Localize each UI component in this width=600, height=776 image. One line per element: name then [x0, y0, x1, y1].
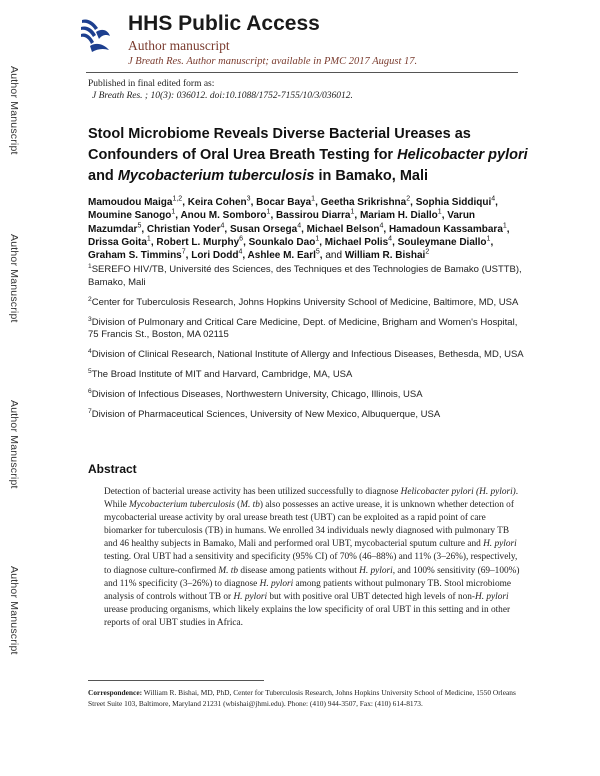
affiliation-text: Division of Pharmaceutical Sciences, University of New Mexico, Albuquerque, USA — [91, 409, 441, 420]
author-affiliation-marker: 7 — [181, 248, 186, 256]
published-citation: J Breath Res. ; 10(3): 036012. doi:10.1088/1752-7155/10/3/036012. — [92, 91, 353, 101]
abstract-italic-term: H. pylori — [483, 539, 517, 550]
abstract-italic-term: H. pylori — [233, 591, 268, 602]
author-manuscript-subtitle: Author manuscript — [128, 38, 230, 53]
abstract-heading: Abstract — [88, 462, 137, 476]
author-name-text: Sophia Siddiqui — [415, 197, 492, 208]
availability-line — [128, 56, 417, 67]
author-affiliation-marker: 4 — [379, 222, 384, 230]
author-name — [230, 224, 301, 235]
author-name — [180, 210, 270, 221]
correspondence-footnote — [88, 688, 528, 709]
abstract-italic-term: M. tb — [240, 500, 260, 511]
affiliation-number: 6 — [88, 387, 92, 395]
author-name — [345, 250, 429, 261]
author-name — [88, 250, 186, 261]
author-name — [256, 197, 315, 208]
author-name — [188, 197, 251, 208]
author-affiliation-marker: 2 — [425, 248, 430, 256]
hhs-public-access-title: HHS Public Access — [128, 12, 320, 35]
affiliation-item — [88, 409, 528, 422]
author-affiliation-marker: 1 — [171, 208, 176, 216]
author-name-text: Varun Mazumdar — [88, 210, 476, 235]
author-affiliation-marker: 1 — [315, 235, 320, 243]
author-name-text: Ashlee M. Earl — [247, 250, 316, 262]
author-and: and — [325, 250, 343, 262]
author-name — [88, 197, 182, 208]
abstract-italic-term: Helicobacter pylori (H. pylori) — [400, 487, 516, 497]
author-name — [156, 237, 243, 248]
author-affiliation-marker: 1 — [311, 195, 316, 203]
author-affiliation-marker: 4 — [238, 248, 243, 256]
abstract-italic-term: Mycobacterium tuberculosis — [129, 500, 235, 511]
abstract-italic-term: H. pylori — [474, 591, 509, 602]
sidebar-author-manuscript-label: Author Manuscript — [8, 400, 20, 489]
author-name — [307, 224, 384, 235]
author-name-text: Anou M. Somboro — [180, 210, 267, 222]
author-affiliation-marker: 4 — [220, 222, 225, 230]
affiliation-text: Division of Clinical Research, National Institute of Allergy and Infectious Diseases, Bethesda, MD, USA — [91, 349, 524, 360]
paper-title — [88, 124, 528, 187]
author-name — [249, 237, 320, 248]
author-name — [416, 197, 495, 208]
author-affiliation-marker: 4 — [388, 235, 393, 243]
author-affiliation-marker: 3 — [246, 195, 251, 203]
author-name-text: Souleymane Diallo — [397, 236, 487, 248]
author-name-text: Hamadoun Kassambara — [388, 223, 503, 235]
author-affiliation-marker: 2 — [406, 195, 411, 203]
author-affiliation-marker: 4 — [297, 222, 302, 230]
author-name-text: Keira Cohen — [187, 197, 247, 208]
author-name-text: Bocar Baya — [256, 197, 312, 208]
affiliation-text: Center for Tuberculosis Research, Johns Hopkins University School of Medicine, Baltimore, MD, USA — [91, 296, 519, 308]
author-name — [248, 250, 320, 261]
affiliations-list — [88, 264, 528, 429]
footnote-divider — [88, 680, 264, 681]
author-name — [191, 250, 242, 261]
hhs-header — [78, 14, 518, 74]
abstract-text: among patients without pulmonary TB. Stool microbiome analysis of controls without TB or — [104, 578, 511, 602]
author-affiliation-marker: 1,2 — [172, 195, 183, 203]
author-affiliation-marker: 1 — [146, 235, 151, 243]
author-name — [321, 197, 411, 208]
abstract-text: , and 100% sensitivity (69–100%) and 11% specificity (3–26%) to diagnose — [104, 565, 520, 589]
affiliation-number: 4 — [88, 347, 92, 355]
author-name-text: Michael Polis — [324, 236, 389, 248]
affiliation-item — [88, 264, 528, 289]
author-name — [398, 237, 491, 248]
sidebar-author-manuscript-label: Author Manuscript — [8, 66, 20, 155]
affiliation-number: 1 — [88, 262, 92, 270]
author-name-text: Susan Orsega — [229, 223, 298, 235]
abstract-text: . While — [104, 487, 519, 511]
author-affiliation-marker: 1 — [502, 222, 507, 230]
author-name — [360, 210, 442, 221]
author-name — [88, 210, 175, 221]
author-name-text: Sounkalo Dao — [248, 236, 316, 248]
author-name-text: Michael Belson — [306, 223, 380, 235]
abstract-body — [104, 486, 522, 630]
title-text: in Bamako, Mali — [314, 168, 429, 184]
author-name — [147, 224, 224, 235]
title-italic-mtb: Mycobacterium tuberculosis — [117, 168, 315, 184]
author-affiliation-marker: 4 — [491, 195, 496, 203]
affiliation-item — [88, 317, 528, 342]
author-name — [389, 224, 507, 235]
author-name — [276, 210, 354, 221]
abstract-text: disease among patients without — [238, 565, 360, 576]
author-name-text: Graham S. Timmins — [88, 250, 182, 262]
author-affiliation-marker: 1 — [266, 208, 271, 216]
title-italic-hpylori: Helicobacter pylori — [397, 147, 528, 163]
author-name-text: Mariam H. Diallo — [359, 210, 438, 222]
published-label: Published in final edited form as: — [88, 79, 215, 89]
affiliation-number: 7 — [88, 407, 92, 415]
correspondence-text: William R. Bishai, MD, PhD, Center for Tuberculosis Research, Johns Hopkins University School of Medicine, 1550 Orleans Street Suite 103, Baltimore, Maryland 21231 (wbishai@jhmi.edu). Phone: (410) 944-3507, Fax: (410) 614-8173. — [88, 688, 516, 708]
author-name-text: Lori Dodd — [191, 250, 239, 262]
author-name — [88, 237, 151, 248]
affiliation-text: SEREFO HIV/TB, Université des Sciences, des Techniques et des Technologies de Bamako (USTTB), Bamako, Mali — [88, 264, 522, 288]
affiliation-item — [88, 369, 528, 382]
abstract-italic-term: H. pylori — [259, 578, 294, 589]
author-name-text: Christian Yoder — [146, 223, 221, 235]
affiliation-item — [88, 349, 528, 362]
affiliation-text: Division of Infectious Diseases, Northwestern University, Chicago, Illinois, USA — [91, 389, 423, 400]
affiliation-number: 2 — [88, 295, 92, 303]
author-affiliation-marker: 5 — [137, 222, 142, 230]
sidebar-author-manuscript-label: Author Manuscript — [8, 234, 20, 323]
abstract-text: ) also possesses an active urease, it is unknown whether detection of mycobacterial urease activity by oral urease breath test (UBT) can be exploited as a rapid point of care biomarker for tuberculosis (TB) in humans. We enrolled 34 individuals newly diagnosed with pulmonary TB and 46 healthy subjects in Bamako, Mali and performed oral UBT, mycobacterial sputum culture and — [104, 500, 514, 550]
abstract-text: but with positive oral UBT detected high levels of non- — [267, 591, 475, 602]
abstract-italic-term: H. pylori — [359, 565, 393, 576]
header-divider — [86, 72, 518, 73]
author-affiliation-marker: 6 — [239, 235, 244, 243]
author-name-text: Mamoudou Maiga — [88, 197, 173, 208]
affiliation-number: 3 — [88, 315, 92, 323]
author-name-text: Bassirou Diarra — [276, 210, 351, 222]
author-list: Mamoudou Maiga$^{1,2}$, Keira Cohen$^3$, Bocar Baya$^1$, Geetha Srikrishna$^2$, Sophia Siddiqui$^4$, Moumine Sanogo$^1$, Anou M. Somboro$^1$, Bassirou Diarra$^1$, Mariam H. Diallo$^1$, Varun Mazumdar$^5$, Christian Yoder$^4$, Susan Orsega$^4$, Michael Belson$^4$, Hamadoun Kassambara$^1$, Drissa Goita$^1$, Robert L. Murphy$^6$, Sounkalo Dao$^1$, Michael Polis$^4$, Souleymane Diallo$^1$, Graham S. Timmins$^7$, Lori Dodd$^4$, Ashlee M. Earl$^5$, and William R. Bishai$^2$ — [88, 195, 510, 262]
availability-text: J Breath Res. Author manuscript; available in PMC 2017 August 17. — [128, 56, 418, 67]
affiliation-text: The Broad Institute of MIT and Harvard, Cambridge, MA, USA — [91, 369, 353, 380]
title-text: Stool Microbiome Reveals Diverse Bacterial Ureases as Confounders of Oral Urea Breath Testing for — [88, 126, 471, 163]
hhs-eagle-logo-icon — [78, 14, 112, 54]
author-affiliation-marker: 1 — [350, 208, 355, 216]
author-affiliation-marker: 1 — [486, 235, 491, 243]
correspondence-label: Correspondence: — [88, 688, 143, 697]
abstract-text: urease producing organisms, which likely explains the low specificity of oral UBT in this setting and in other reports of oral UBT studies in Africa. — [104, 604, 511, 628]
sidebar-author-manuscript-label: Author Manuscript — [8, 566, 20, 655]
author-affiliation-marker: 1 — [437, 208, 442, 216]
author-affiliation-marker: 5 — [315, 248, 320, 256]
abstract-italic-term: M. tb — [218, 565, 238, 576]
abstract-text: ( — [234, 500, 241, 511]
author-name-text: Moumine Sanogo — [88, 210, 172, 222]
affiliation-item — [88, 389, 528, 402]
author-name-text: Robert L. Murphy — [156, 236, 240, 248]
title-text: and — [88, 168, 118, 184]
affiliation-number: 5 — [88, 367, 92, 375]
published-info — [88, 78, 353, 102]
author-name-text: Geetha Srikrishna — [320, 197, 407, 208]
author-name — [325, 237, 392, 248]
affiliation-item — [88, 297, 528, 310]
abstract-text: Detection of bacterial urease activity has been utilized successfully to diagnose — [104, 487, 401, 497]
author-name-text: Drissa Goita — [88, 236, 147, 248]
affiliation-text: Division of Pulmonary and Critical Care Medicine, Dept. of Medicine, Brigham and Women's Hospital, 75 Francis St., Boston, MA 02115 — [88, 316, 518, 340]
abstract-text: testing. Oral UBT had a sensitivity and specificity (95% CI) of 70% (46–88%) and 11% (3–26%), respectively, to diagnose culture-confirmed — [104, 552, 518, 576]
author-name-text: William R. Bishai — [344, 250, 426, 262]
